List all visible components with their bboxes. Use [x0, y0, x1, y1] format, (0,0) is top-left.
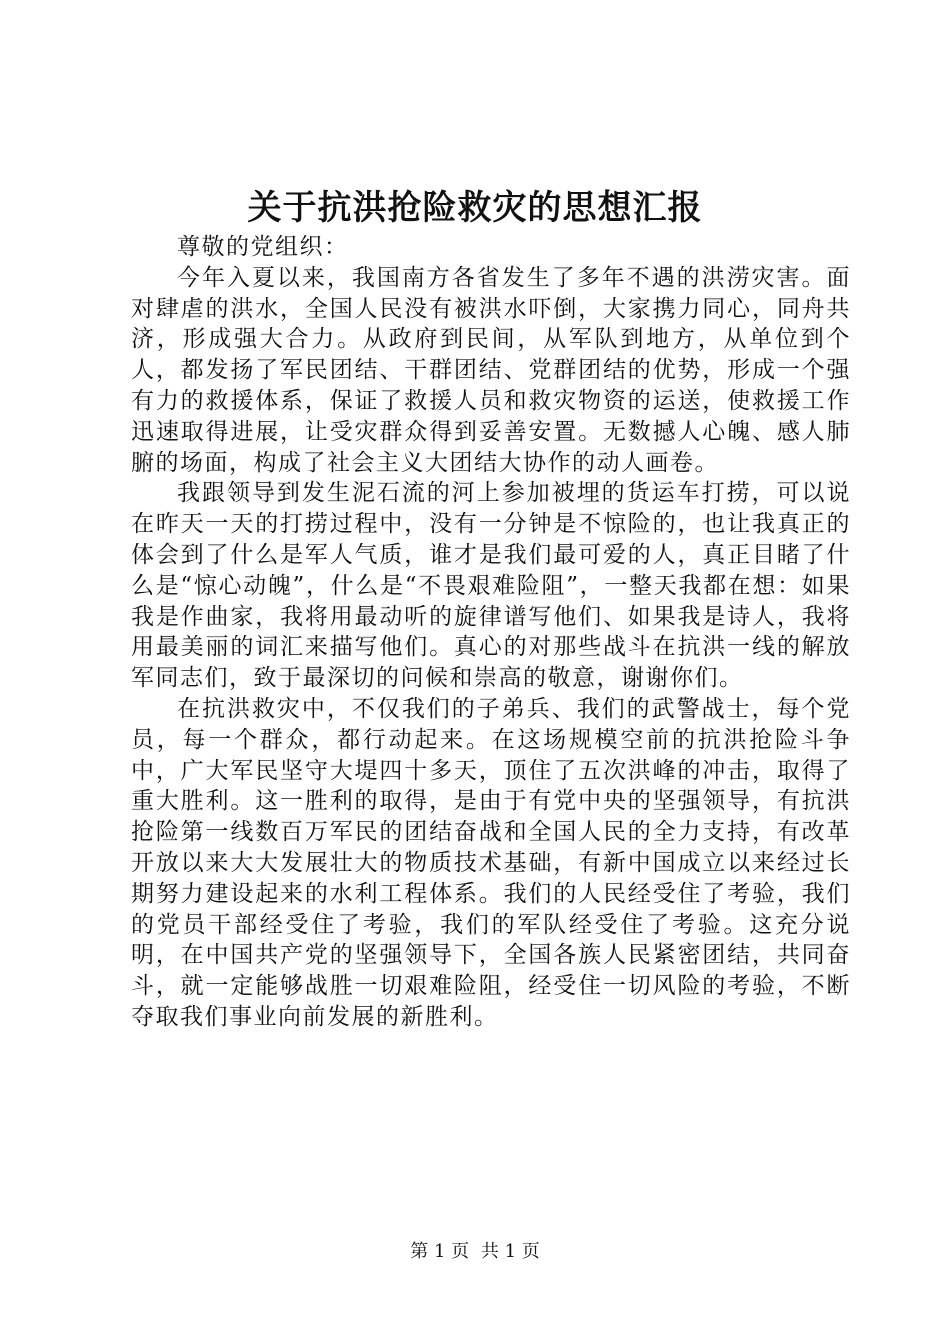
document-title: 关于抗洪抢险救灾的思想汇报 [247, 188, 703, 228]
salutation: 尊敬的党组织： [177, 234, 349, 260]
page-footer [0, 1238, 950, 1266]
page-number-current: 第 1 页 [410, 1241, 470, 1262]
paragraph-2: 我跟领导到发生泥石流的河上参加被埋的货运车打捞，可以说在昨天一天的打捞过程中，没有一分钟是不惊险的，也让我真正的体会到了什么是军人气质，谁才是我们最可爱的人，真正目睹了什么是“惊心动魄”，什么是“不畏艰难险阻”，一整天我都在想：如果我是作曲家，我将用最动听的旋律谱写他们、如果我是诗人，我将用最美丽的词汇来描写他们。真心的对那些战斗在抗洪一线的解放军同志们，致于最深切的问候和崇高的敬意，谢谢你们。 [131, 480, 851, 692]
page-number-total: 共 1 页 [480, 1241, 540, 1262]
paragraph-3: 在抗洪救灾中，不仅我们的子弟兵、我们的武警战士，每个党员，每一个群众，都行动起来。在这场规模空前的抗洪抢险斗争中，广大军民坚守大堤四十多天，顶住了五次洪峰的冲击，取得了重大胜利。这一胜利的取得，是由于有党中央的坚强领导，有抗洪抢险第一线数百万军民的团结奋战和全国人民的全力支持，有改革开放以来大大发展壮大的物质技术基础，有新中国成立以来经过长期努力建设起来的水利工程体系。我们的人民经受住了考验，我们的党员干部经受住了考验，我们的军队经受住了考验。这充分说明，在中国共产党的坚强领导下，全国各族人民紧密团结，共同奋斗，就一定能够战胜一切艰难险阻，经受住一切风险的考验，不断夺取我们事业向前发展的新胜利。 [131, 695, 851, 1030]
document-body [131, 232, 851, 1033]
paragraph-1: 今年入夏以来，我国南方各省发生了多年不遇的洪涝灾害。面对肆虐的洪水，全国人民没有被洪水吓倒，大家携力同心，同舟共济，形成强大合力。从政府到民间，从军队到地方，从单位到个人，都发扬了军民团结、干群团结、党群团结的优势，形成一个强有力的救援体系，保证了救援人员和救灾物资的运送，使救援工作迅速取得进展，让受灾群众得到妥善安置。无数撼人心魄、感人肺腑的场面，构成了社会主义大团结大协作的动人画卷。 [131, 264, 851, 476]
